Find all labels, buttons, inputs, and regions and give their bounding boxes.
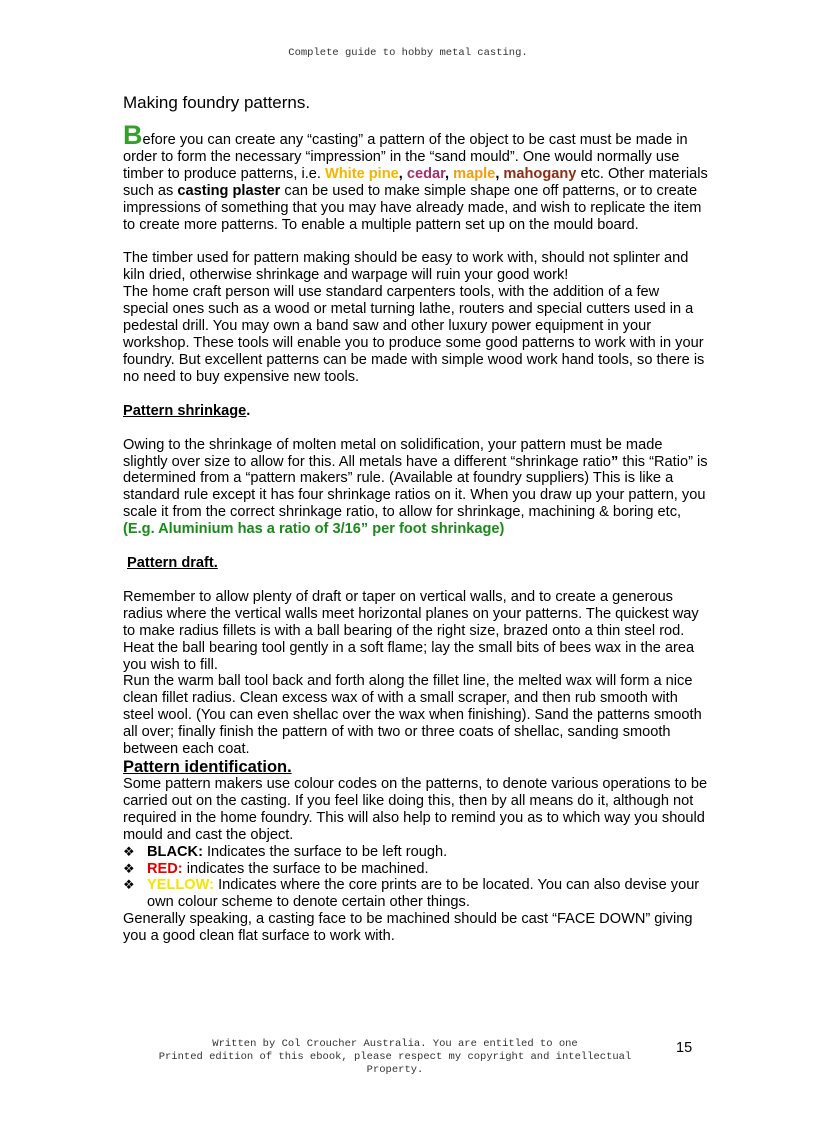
- identification-paragraph: Some pattern makers use colour codes on the patterns, to denote various operations to be carried out on the casting. If you feel like doing this, then by all means do it, although not required in the home foundry. This will also help to remind you as to which way you should mould and cast the object.: [123, 776, 708, 843]
- page-content: [123, 92, 708, 945]
- timber-paragraph-2: The home craft person will use standard carpenters tools, with the addition of a few special ones such as a wood or metal turning lathe, routers and special cutters used in a pedestal drill. You may own a band saw and other luxury power equipment in your workshop. These tools will enable you to produce some good patterns to work with in your foundry. But excellent patterns can be made with simple wood work hand tools, so there is no need to buy expensive new tools.: [123, 284, 705, 385]
- aluminium-example: (E.g. Aluminium has a ratio of 3/16” per foot shrinkage): [123, 521, 505, 538]
- diamond-bullet-icon: ❖: [123, 860, 135, 876]
- shrinkage-paragraph: Owing to the shrinkage of molten metal on solidification, your pattern must be made slightly over size to allow for this. All metals have a different “shrinkage ratio” this “Ratio” is determined from a “pattern makers” rule. (Available at foundry suppliers) This is like a standard rule except it has four shrinkage ratios on it. When you draw up your pattern, you scale it from the correct shrinkage ratio, to allow for shrinkage, machining & boring etc, (E.g. Aluminium has a ratio of 3/16” per foot shrinkage): [123, 436, 708, 538]
- identification-heading: Pattern identification.: [123, 758, 292, 776]
- intro-paragraph: Before you can create any “casting” a pattern of the object to be cast must be made in order to form the necessary “impression” in the “sand mould”. One would normally use timber to produce patterns, i.e. White pine, cedar, maple, mahogany etc. Other materials such as casting plaster can be used to make simple shape one off patterns, or to create impressions of something that you may have already made, and wish to replicate the item to create more patterns. To enable a multiple pattern set up on the mould board.: [123, 120, 708, 233]
- diamond-bullet-icon: ❖: [123, 843, 135, 859]
- running-header: Complete guide to hobby metal casting.: [288, 47, 528, 59]
- colour-code-list: [123, 844, 708, 912]
- wood-mahogany: mahogany: [503, 165, 577, 182]
- draft-heading: Pattern draft.: [127, 555, 218, 572]
- wood-maple: maple: [453, 165, 496, 182]
- page-number: 15: [676, 1040, 693, 1056]
- list-item: ❖ YELLOW: Indicates where the core prints are to be located. You can also devise your own colour scheme to denote certain other things.: [123, 877, 700, 911]
- drop-cap: B: [123, 120, 143, 150]
- list-item: ❖ RED: indicates the surface to be machined.: [123, 860, 429, 877]
- casting-plaster: casting plaster: [177, 182, 281, 199]
- timber-paragraph-1: The timber used for pattern making should be easy to work with, should not splinter and kiln dried, otherwise shrinkage and warpage will ruin your good work!: [123, 250, 689, 284]
- copyright-footer: Written by Col Croucher Australia. You are entitled to one Printed edition of this ebook, please respect my copyright and intellectual Property.: [158, 1038, 632, 1076]
- wood-cedar: cedar: [406, 165, 446, 182]
- closing-paragraph: Generally speaking, a casting face to be machined should be cast “FACE DOWN” giving you a good clean flat surface to work with.: [123, 911, 693, 945]
- wood-white-pine: White pine: [324, 165, 399, 182]
- page-title: Making foundry patterns.: [123, 93, 311, 112]
- draft-paragraph-2: Run the warm ball tool back and forth along the fillet line, the melted wax will form a nice clean fillet radius. Clean excess wax of with a small scraper, and then rub smooth with steel wool. (You can even shellac over the wax when finishing). Sand the patterns smooth all over; finally finish the pattern of with two or three coats of shellac, sanding smooth between each coat.: [123, 673, 702, 758]
- shrinkage-heading: Pattern shrinkage.: [123, 402, 251, 419]
- list-item: ❖ BLACK: Indicates the surface to be left rough.: [123, 843, 448, 860]
- draft-paragraph-1: Remember to allow plenty of draft or taper on vertical walls, and to create a generous radius where the vertical walls meet horizontal planes on your patterns. The quickest way to make radius fillets is with a ball bearing of the right size, brazed onto a thin steel rod. Heat the ball bearing tool gently in a soft flame; lay the small bits of bees wax in the area you wish to fill.: [123, 588, 699, 673]
- diamond-bullet-icon: ❖: [123, 877, 135, 893]
